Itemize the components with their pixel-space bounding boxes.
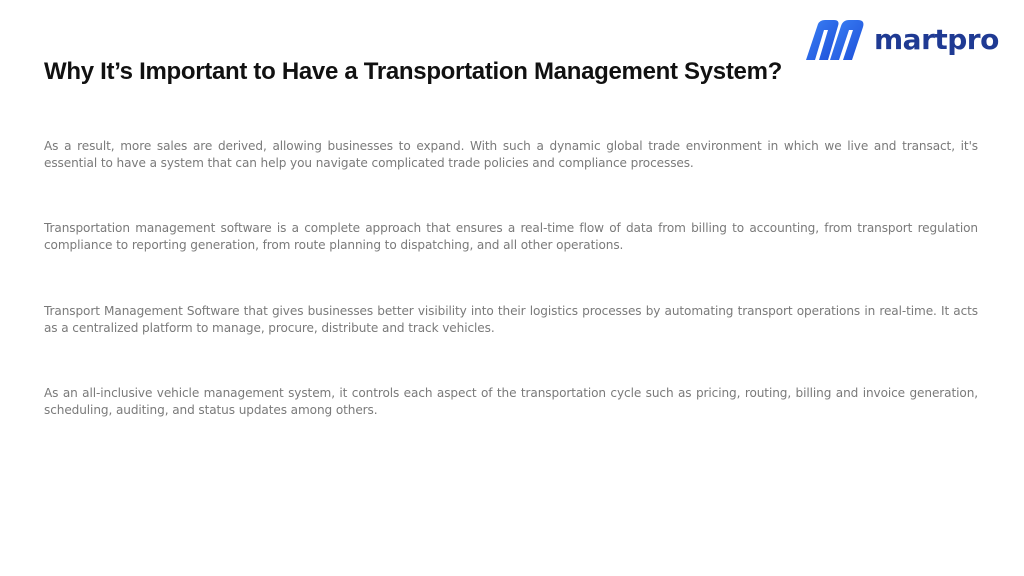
brand-logo <box>804 18 999 62</box>
paragraph-3: Transport Management Software that gives businesses better visibility into their logistics processes by automating transport operations in real-time. It acts as a centralized platform to manage, procure, distribute and track vehicles. <box>44 304 978 335</box>
paragraph-4: As an all-inclusive vehicle management system, it controls each aspect of the transportation cycle such as pricing, routing, billing and invoice generation, scheduling, auditing, and status updates among others. <box>44 386 978 417</box>
brand-name: martpro <box>874 23 999 56</box>
martpro-logo-mark-icon <box>804 18 868 62</box>
paragraph-1: As a result, more sales are derived, allowing businesses to expand. With such a dynamic global trade environment in which we live and transact, it's essential to have a system that can help you navigate complicated trade policies and compliance processes. <box>44 139 978 170</box>
paragraph-2: Transportation management software is a complete approach that ensures a real-time flow of data from billing to accounting, from transport regulation compliance to reporting generation, from route planning to dispatching, and all other operations. <box>44 221 978 252</box>
page-title: Why It’s Important to Have a Transportation Management System? <box>44 58 782 85</box>
